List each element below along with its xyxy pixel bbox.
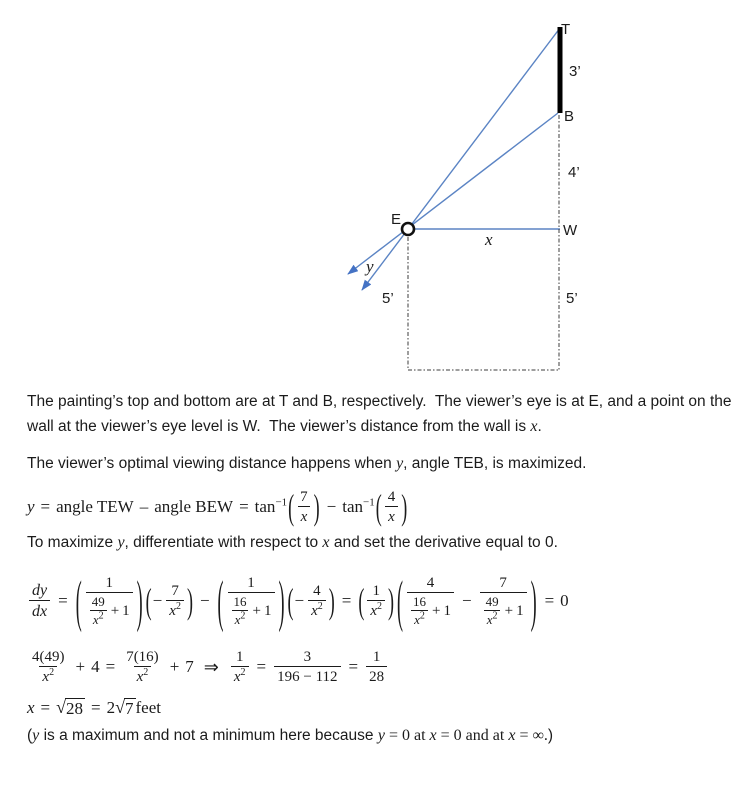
numerator: 7 bbox=[499, 575, 507, 592]
denominator bbox=[367, 600, 385, 620]
eq-zero-a: = 0 at bbox=[384, 727, 430, 744]
numerator: 16 bbox=[233, 594, 247, 610]
exponent-2: 2 bbox=[240, 667, 246, 678]
frac-1-over-28 bbox=[366, 648, 387, 686]
var-x: x bbox=[169, 603, 176, 619]
exponent-2: 2 bbox=[143, 667, 149, 678]
denominator bbox=[308, 600, 326, 620]
coefficient-2: 2 bbox=[106, 698, 116, 717]
equals-op: = bbox=[40, 497, 51, 516]
tan-fn: tan bbox=[342, 497, 364, 516]
equals-op: = bbox=[105, 657, 116, 676]
paragraph-conclusion bbox=[27, 723, 741, 748]
conclusion-text-a: is a maximum and not a minimum here because bbox=[39, 727, 378, 744]
point-label-T: T bbox=[561, 21, 571, 38]
var-x-inline: x bbox=[429, 727, 437, 744]
var-x: x bbox=[92, 612, 99, 627]
radicand: 7 bbox=[125, 698, 134, 718]
equation-simplified bbox=[27, 641, 741, 693]
denominator bbox=[86, 592, 133, 627]
dash-op: – bbox=[139, 497, 149, 516]
denominator bbox=[166, 600, 184, 620]
var-x: x bbox=[486, 612, 493, 627]
dimension-5ft-right: 5’ bbox=[566, 290, 578, 307]
one-term: 1 bbox=[443, 603, 451, 619]
var-x: x bbox=[27, 698, 35, 717]
numerator: dy bbox=[32, 581, 48, 599]
point-label-W: W bbox=[563, 222, 578, 239]
numerator: 4 bbox=[426, 575, 435, 592]
exponent-2: 2 bbox=[317, 601, 323, 612]
equals-op: = bbox=[239, 497, 249, 516]
frac-4-over-x bbox=[385, 488, 399, 526]
numerator: 1 bbox=[105, 575, 113, 592]
paragraph-maximize bbox=[27, 530, 741, 555]
numerator: 1 bbox=[372, 649, 381, 665]
numerator: 1 bbox=[372, 583, 380, 599]
exponent-2: 2 bbox=[377, 601, 383, 612]
frac-3-over-diff bbox=[274, 648, 340, 686]
numerator: 3 bbox=[303, 649, 312, 665]
open-paren: ( bbox=[27, 727, 33, 744]
plus-op: + bbox=[169, 657, 180, 676]
minus-op: − bbox=[199, 591, 210, 610]
equals-op: = bbox=[348, 657, 359, 676]
exponent-2: 2 bbox=[98, 610, 104, 622]
frac-49-over-x2 bbox=[483, 594, 502, 627]
denominator bbox=[39, 666, 57, 686]
var-x: x bbox=[414, 612, 420, 627]
equals-op: = bbox=[341, 591, 352, 610]
var-x: x bbox=[42, 669, 50, 685]
lparen: ( bbox=[217, 569, 224, 633]
numerator: 7(16) bbox=[126, 649, 159, 665]
arctan-2 bbox=[342, 497, 375, 517]
one-term: 1 bbox=[264, 603, 272, 619]
viewing-distance-diagram bbox=[0, 0, 756, 385]
rparen: ) bbox=[530, 569, 537, 633]
lparen: ( bbox=[375, 487, 382, 527]
angle-bew-term: angle BEW bbox=[154, 497, 234, 516]
equation-result bbox=[27, 693, 741, 723]
frac-1-over-x2 bbox=[367, 582, 385, 620]
paragraph-maximize-text-a: To maximize bbox=[27, 534, 118, 551]
denominator: x bbox=[298, 506, 311, 526]
sight-line-bottom bbox=[348, 113, 558, 274]
frac-16-over-x2 bbox=[410, 594, 429, 627]
equals-op: = bbox=[40, 698, 51, 717]
numerator: 49 bbox=[91, 594, 105, 610]
var-x: x bbox=[233, 669, 241, 685]
angle-tew-term: angle TEW bbox=[56, 497, 134, 516]
four-term: 4 bbox=[91, 657, 100, 676]
numerator: 7 bbox=[171, 583, 179, 599]
var-x-inline: x bbox=[530, 418, 538, 435]
frac-449-over-x2 bbox=[29, 648, 68, 686]
tan-fn: tan bbox=[254, 497, 276, 516]
rparen: ) bbox=[313, 487, 320, 527]
lparen: ( bbox=[397, 569, 404, 633]
paragraph-setup-text: The painting’s top and bottom are at T and B, respectively. The viewer’s eye is at E, and a point on the wall at the viewer’s eye level is W. The viewer’s distance from the wall is bbox=[27, 393, 736, 435]
frac-16-over-x2 bbox=[231, 594, 250, 627]
exponent-2: 2 bbox=[175, 601, 181, 612]
sqrt-7 bbox=[115, 698, 135, 719]
paragraph-optimal-text-b: , angle TEB, is maximized. bbox=[403, 455, 587, 472]
denominator bbox=[411, 610, 428, 628]
paragraph-maximize-text-c: and set the derivative equal to 0. bbox=[329, 534, 558, 551]
frac-4-over-16x2plus1 bbox=[407, 574, 454, 627]
close-paren: ) bbox=[547, 727, 554, 744]
dimension-3ft: 3’ bbox=[569, 63, 581, 80]
lparen: ( bbox=[75, 569, 82, 633]
denominator bbox=[228, 592, 275, 627]
radicand: 28 bbox=[66, 698, 84, 718]
minus-op: − bbox=[326, 497, 337, 516]
var-x-inline: x bbox=[508, 727, 516, 744]
sqrt-28 bbox=[56, 698, 85, 719]
plus-op: + bbox=[110, 603, 120, 619]
frac-7-over-49x2plus1 bbox=[480, 574, 527, 627]
exponent-2: 2 bbox=[49, 667, 55, 678]
unit-feet: feet bbox=[135, 698, 161, 717]
implies-arrow: ⇒ bbox=[203, 656, 219, 677]
variable-y-label: y bbox=[366, 257, 374, 276]
denominator: 196 − 112 bbox=[274, 666, 340, 686]
exponent-2: 2 bbox=[240, 610, 246, 622]
minus-op: − bbox=[152, 591, 163, 610]
denominator bbox=[231, 666, 249, 686]
rparen: ) bbox=[136, 569, 143, 633]
numerator: 7 bbox=[300, 489, 308, 505]
numerator: 1 bbox=[247, 575, 255, 592]
paragraph-maximize-text-b: , differentiate with respect to bbox=[124, 534, 323, 551]
one-term: 1 bbox=[516, 603, 524, 619]
plus-op: + bbox=[504, 603, 514, 619]
var-x: x bbox=[136, 669, 144, 685]
radical-icon: √ bbox=[56, 696, 67, 717]
var-x: x bbox=[311, 603, 318, 619]
rparen: ) bbox=[388, 581, 395, 621]
frac-dy-dx bbox=[29, 581, 50, 621]
equals-op: = bbox=[256, 657, 267, 676]
lparen: ( bbox=[145, 581, 152, 621]
var-x: x bbox=[370, 603, 378, 619]
rparen: ) bbox=[328, 581, 335, 621]
frac-1-over-16x2plus1 bbox=[228, 574, 275, 627]
eq-infinity: = ∞. bbox=[515, 727, 548, 744]
var-x-inline: x bbox=[322, 534, 330, 551]
frac-7-over-x bbox=[297, 488, 311, 526]
equals-op: = bbox=[544, 591, 555, 610]
lparen: ( bbox=[287, 581, 294, 621]
dimension-5ft-left: 5’ bbox=[382, 290, 394, 307]
denominator bbox=[484, 610, 501, 628]
denominator bbox=[480, 592, 527, 627]
numerator: 4(49) bbox=[32, 649, 65, 665]
denominator: 28 bbox=[366, 666, 387, 686]
seven-term: 7 bbox=[185, 657, 194, 676]
zero-term: 0 bbox=[560, 591, 569, 610]
point-label-E: E bbox=[391, 211, 402, 228]
inverse-exponent: −1 bbox=[275, 496, 288, 509]
plus-op: + bbox=[252, 603, 261, 619]
equation-derivative bbox=[27, 561, 741, 641]
exponent-2: 2 bbox=[419, 610, 425, 622]
numerator: 4 bbox=[313, 583, 321, 599]
frac-4-over-x2 bbox=[308, 582, 326, 620]
equals-op: = bbox=[91, 698, 101, 717]
equals-op: = bbox=[58, 591, 68, 610]
var-y-inline: y bbox=[377, 727, 385, 744]
variable-x-label: x bbox=[485, 230, 493, 249]
numerator: 49 bbox=[485, 594, 499, 610]
paragraph-setup bbox=[27, 389, 741, 439]
radical-icon: √ bbox=[115, 696, 126, 717]
eq-zero-b: = 0 and at bbox=[436, 727, 509, 744]
denominator bbox=[90, 610, 107, 628]
plus-op: + bbox=[75, 657, 86, 676]
minus-op: − bbox=[462, 591, 472, 610]
exponent-2: 2 bbox=[492, 610, 498, 622]
frac-1-over-49x2plus1 bbox=[86, 574, 133, 627]
frac-716-over-x2 bbox=[123, 648, 162, 686]
frac-49-over-x2 bbox=[89, 594, 108, 627]
frac-7-over-x2 bbox=[166, 582, 184, 620]
numerator: 16 bbox=[413, 594, 427, 610]
lparen: ( bbox=[358, 581, 365, 621]
explanation-content bbox=[27, 389, 741, 748]
point-label-B: B bbox=[564, 108, 575, 125]
dimension-4ft: 4’ bbox=[568, 164, 580, 181]
paragraph-setup-period: . bbox=[537, 418, 542, 435]
denominator bbox=[407, 592, 454, 627]
paragraph-optimal-text-a: The viewer’s optimal viewing distance happens when bbox=[27, 455, 397, 472]
denominator: dx bbox=[29, 600, 50, 621]
lparen: ( bbox=[288, 487, 295, 527]
rparen: ) bbox=[278, 569, 285, 633]
denominator: x bbox=[385, 506, 398, 526]
paragraph-optimal bbox=[27, 451, 741, 476]
denominator bbox=[134, 666, 152, 686]
inverse-exponent: −1 bbox=[363, 496, 375, 509]
denominator bbox=[232, 610, 249, 628]
rparen: ) bbox=[186, 581, 193, 621]
rparen: ) bbox=[401, 487, 408, 527]
equation-angle-definition bbox=[27, 484, 741, 530]
eye-circle bbox=[402, 223, 414, 235]
var-x: x bbox=[234, 612, 241, 627]
var-y: y bbox=[27, 497, 35, 516]
one-term: 1 bbox=[122, 603, 130, 619]
numerator: 4 bbox=[387, 489, 396, 505]
var-y-inline: y bbox=[32, 727, 40, 744]
minus-op: − bbox=[294, 591, 305, 610]
var-y-inline: y bbox=[396, 455, 404, 472]
frac-1-over-x2 bbox=[231, 648, 249, 686]
sight-line-top bbox=[362, 28, 560, 290]
plus-op: + bbox=[432, 603, 441, 619]
var-y-inline: y bbox=[117, 534, 125, 551]
arctan-1 bbox=[255, 497, 288, 517]
numerator: 1 bbox=[235, 649, 244, 665]
